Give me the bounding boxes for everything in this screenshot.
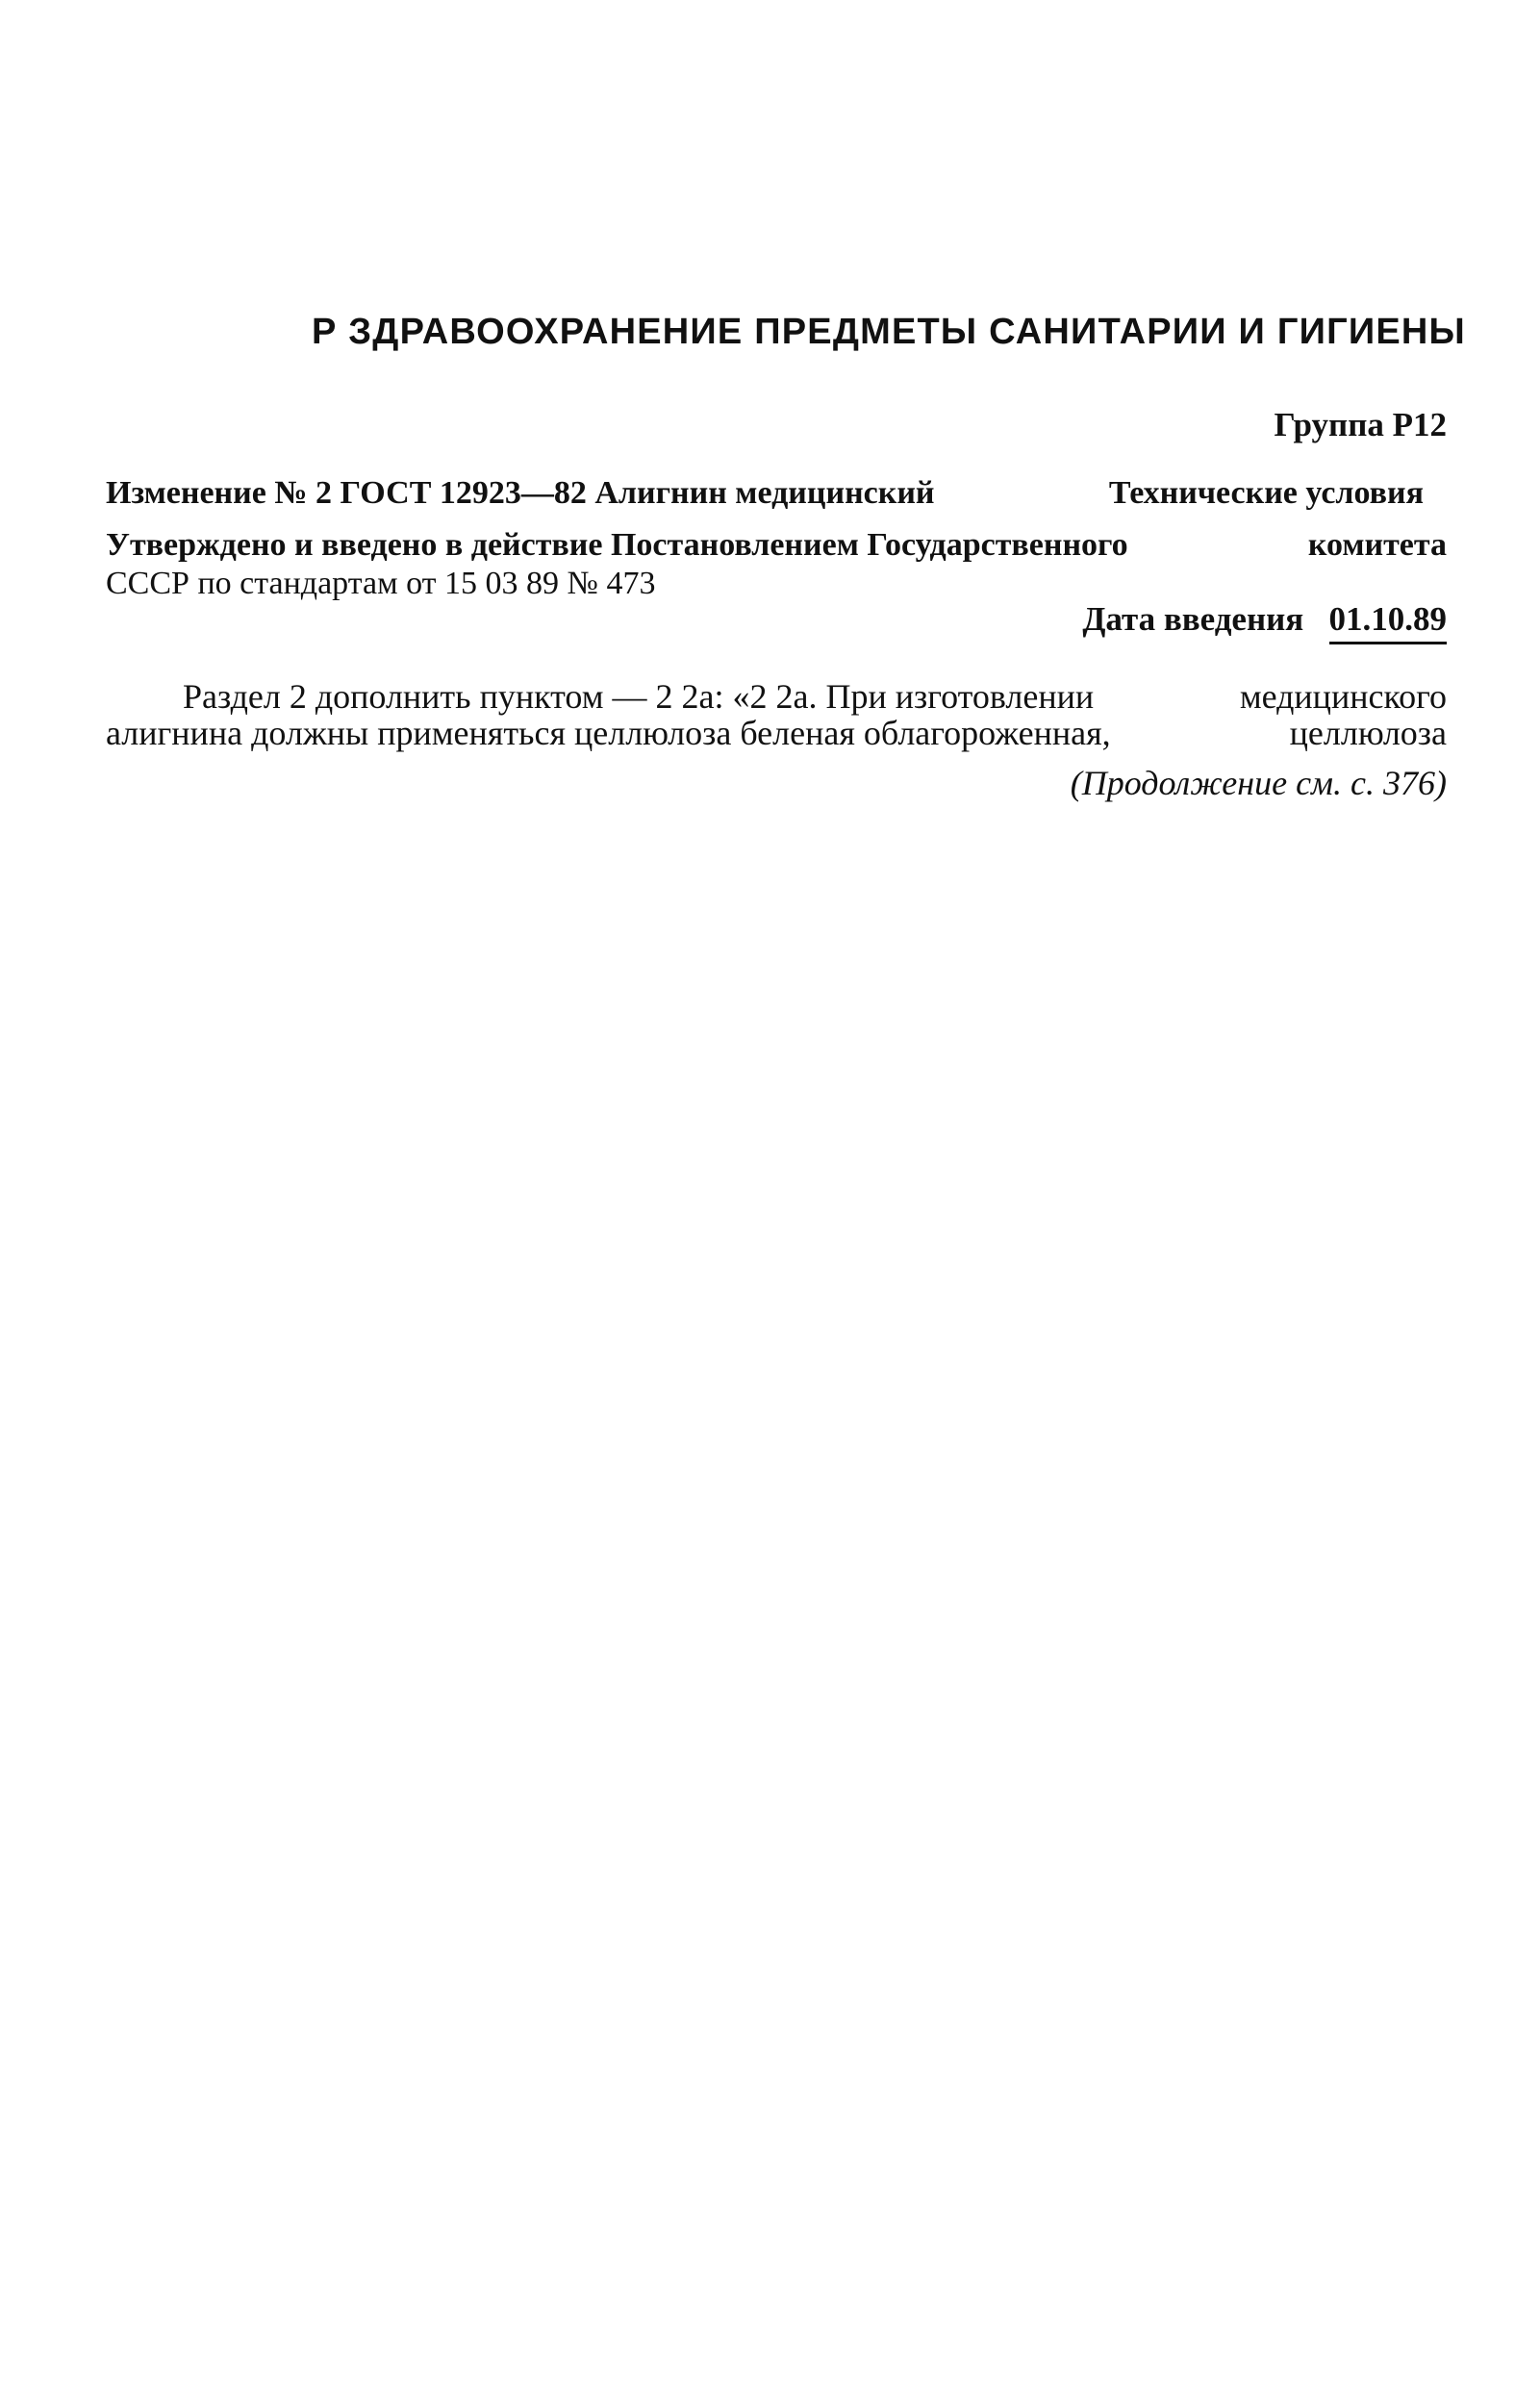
- amendment-subtitle: Технические условия: [1108, 475, 1424, 511]
- paragraph-line-1: [183, 679, 1447, 714]
- approval-line-1: [106, 529, 1447, 562]
- effective-date-value: 01.10.89: [1329, 600, 1448, 644]
- continuation-note: (Продолжение см. с. 376): [1070, 764, 1447, 802]
- effective-date-label: Дата введения: [1082, 600, 1304, 638]
- approval-line-2: СССР по стандартам от 15 03 89 № 473: [106, 566, 656, 601]
- paragraph-text-1-end: медицинского: [1239, 677, 1447, 716]
- approval-text-end: комитета: [1307, 527, 1447, 563]
- paragraph-text-1: Раздел 2 дополнить пунктом — 2 2а: «2 2а. При изготовлении: [183, 677, 1095, 716]
- effective-date-line: [962, 602, 1447, 636]
- amendment-title: Изменение № 2 ГОСТ 12923—82 Алигнин медицинский: [106, 475, 935, 511]
- group-label: Группа Р12: [1274, 406, 1447, 443]
- paragraph-line-2: [106, 716, 1447, 750]
- paragraph-text-2-end: целлюлоза: [1289, 714, 1447, 752]
- section-heading: Р ЗДРАВООХРАНЕНИЕ ПРЕДМЕТЫ САНИТАРИИ И ГИГИЕНЫ: [312, 312, 1466, 352]
- approval-text: Утверждено и введено в действие Постановлением Государственного: [106, 527, 1128, 563]
- paragraph-text-2: алигнина должны применяться целлюлоза беленая облагороженная,: [106, 714, 1111, 752]
- amendment-line: [106, 477, 1424, 510]
